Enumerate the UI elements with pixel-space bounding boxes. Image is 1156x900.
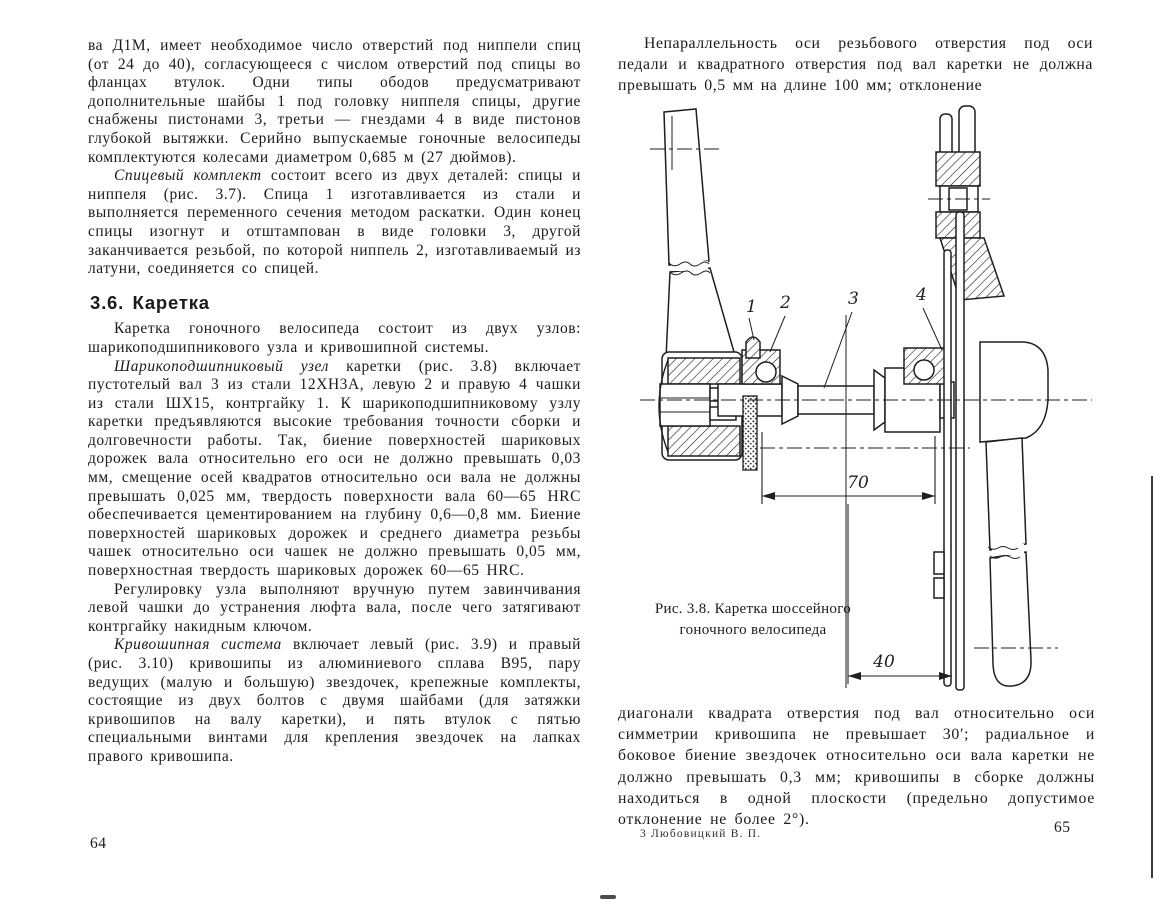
paragraph: Непараллельность оси резьбового отверстия под оси педали и квадратного отверстия под вал каретки не должна превышать 0,5 мм на длине 100 мм; отклонение [618, 35, 1093, 95]
paragraph-text: включает левый (рис. 3.9) и правый (рис. 3.10) кривошипы из алюминиевого сплава В95, пару ведущих (малую и большую) звездочек, крепежные комплекты, состоящие из двух болтов с двумя шайбами (для затяжки кривошипов на валу каретки), и пять втулок с пятью специальными винтами для крепления звездочек на лапках правого кривошипа. [88, 636, 581, 765]
right-page-top-column [618, 33, 1093, 97]
paragraph [88, 320, 581, 357]
paragraph-text: каретки (рис. 3.8) включает пустотелый вал 3 из стали 12ХН3А, левую 2 и правую 4 чашки из стали ШХ15, контргайку 1. К шарикоподшипниковому узлу каретки предъявляются высокие требования точности сборки и долговечности работы. Так, биение поверхностей шариковых дорожек вала относительно его оси не должно превышать 0,03 мм, смещение осей квадратов относительно оси вала не должны превышать 0,025 мм, твердость поверхности вала 60—65 HRC обеспечивается цементированием на глубину 0,6—0,8 мм. Биение поверхностей шариковых дорожек и среднего диаметра резьбы чашек относительно оси чашек не должно превышать 0,05 мм, поверхностная твердость шариковых дорожек 60—65 HRC. [88, 357, 581, 580]
part-label-2: 2 [780, 293, 791, 313]
paragraph-text: состоит всего из двух деталей: спицы и ниппеля (рис. 3.7). Спица 1 изготавливается из стали и выполняется переменного сечения методом раскатки. Один конец спицы изогнут и отштампован в виде головки 3, другой заканчивается резьбой, по которой ниппель 2, изготавливаемый из латуни, соединяется со спицей. [88, 167, 581, 278]
paragraph: диагонали квадрата отверстия под вал относительно оси симметрии кривошипа не превышает 30′; радиальное и боковое биение звездочек относительно оси вала каретки не должно превышать 0,3 мм; кривошипы в сборке должны находиться в одной плоскости (предельно допустимое отклонение не более 2°). [618, 705, 1095, 829]
scan-artifact-edge-line [1151, 476, 1153, 878]
paragraph [88, 358, 581, 581]
paragraph-lead: Спицевый комплект [114, 167, 262, 185]
bottom-bracket-shell-lug [980, 342, 1048, 442]
paragraph-text: ва Д1М, имеет необходимое число отверстий под ниппели спиц (от 24 до 40), согласующееся с числом отверстий под спицы во фланцах втулок. Одни типы ободов предусматривают дополнительные шайбы 1 под головку ниппеля спицы, другие снабжены пистонами 3, третьи — гнездами 4 в виде пистонов глубокой вытяжки. Серийно выпускаемые гоночные велосипеды комплектуются колесами диаметром 0,685 м (27 дюймов). [88, 37, 581, 166]
paragraph [88, 37, 581, 167]
right-crank-arm [986, 438, 1031, 686]
paragraph [88, 581, 581, 637]
washer [743, 396, 757, 470]
dimension-70-value: 70 [847, 473, 869, 493]
left-crank-arm [664, 109, 734, 358]
paragraph [88, 167, 581, 279]
figure-caption: Рис. 3.8. Каретка шоссейного гоночного велосипеда [654, 601, 852, 638]
left-page-column [88, 37, 581, 767]
part-label-1: 1 [746, 297, 757, 317]
lock-nut [746, 337, 760, 358]
page-number-right: 65 [1054, 819, 1071, 836]
dimension-70 [762, 432, 935, 504]
scan-artifact-bottom-dash [600, 895, 616, 899]
section-heading: 3.6. Каретка [90, 291, 210, 313]
part-label-4: 4 [916, 285, 927, 305]
paragraph-text: Каретка гоночного велосипеда состоит из двух узлов: шарикоподшипникового узла и кривошипной системы. [88, 320, 581, 356]
printers-signature-mark: 3 Любовицкий В. П. [640, 828, 762, 840]
paragraph-lead: Кривошипная система [114, 636, 282, 654]
part-label-3: 3 [848, 289, 859, 309]
chainrings [934, 212, 964, 690]
paragraph-lead: Шарикоподшипниковый узел [114, 357, 329, 375]
right-bearing-cup [904, 348, 946, 384]
right-page-bottom-column [618, 703, 1095, 830]
page-number-left: 64 [90, 835, 107, 852]
dimension-40-value: 40 [873, 652, 895, 672]
paragraph [88, 636, 581, 766]
paragraph-text: Регулировку узла выполняют вручную путем завинчивания левой чашки до устранения люфта вала, после чего затягивают контргайку накидным ключом. [88, 580, 581, 635]
